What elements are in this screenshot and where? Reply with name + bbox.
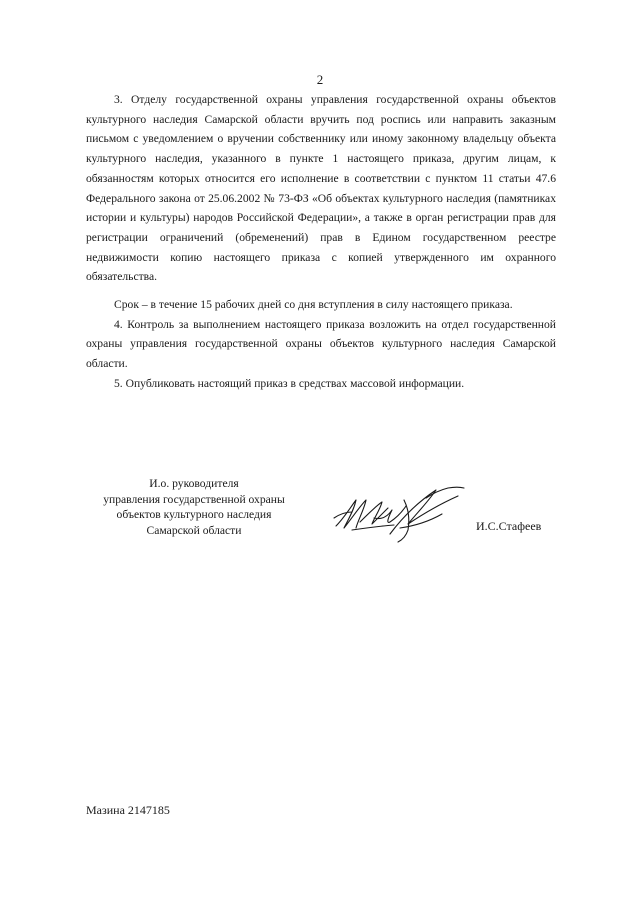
signature-icon [330,478,480,548]
document-body [86,90,556,394]
paragraph-item-3: 3. Отделу государственной охраны управления государственной охраны объектов культурного наследия Самарской области вручить под роспись или направить заказным письмом с уведомлением о вручении собственнику или иному законному владельцу объекта культурного наследия, указанного в пункте 1 настоящего приказа, другим лицам, к обязанностям которых относится его исполнение в соответствии с пунктом 11 статьи 47.6 Федерального закона от 25.06.2002 № 73-ФЗ «Об объектах культурного наследия (памятниках истории и культуры) народов Российской Федерации», а также в орган регистрации прав для регистрации ограничений (обременений) прав в Едином государственном реестре недвижимости копию настоящего приказа с копией утвержденного им охранного обязательства. [86,93,556,284]
signatory-name: И.С.Стафеев [476,519,542,533]
executor-note: Мазина 2147185 [86,803,170,817]
page-number: 2 [316,72,324,87]
signatory-title-line: объектов культурного наследия [116,508,272,521]
paragraph-item-5: 5. Опубликовать настоящий приказ в средствах массовой информации. [114,376,465,390]
paragraph-deadline: Срок – в течение 15 рабочих дней со дня вступления в силу настоящего приказа. [114,298,513,312]
signatory-title-line: управления государственной охраны [103,492,285,506]
paragraph-item-4: 4. Контроль за выполнением настоящего приказа возложить на отдел государственной охраны управления государственной охраны объектов культурного наследия Самарской области. [86,317,556,371]
signatory-title-line: Самарской области [146,523,242,537]
signatory-title-line: И.о. руководителя [149,477,239,490]
handwritten-signature [330,478,480,548]
signatory-title [84,476,304,538]
